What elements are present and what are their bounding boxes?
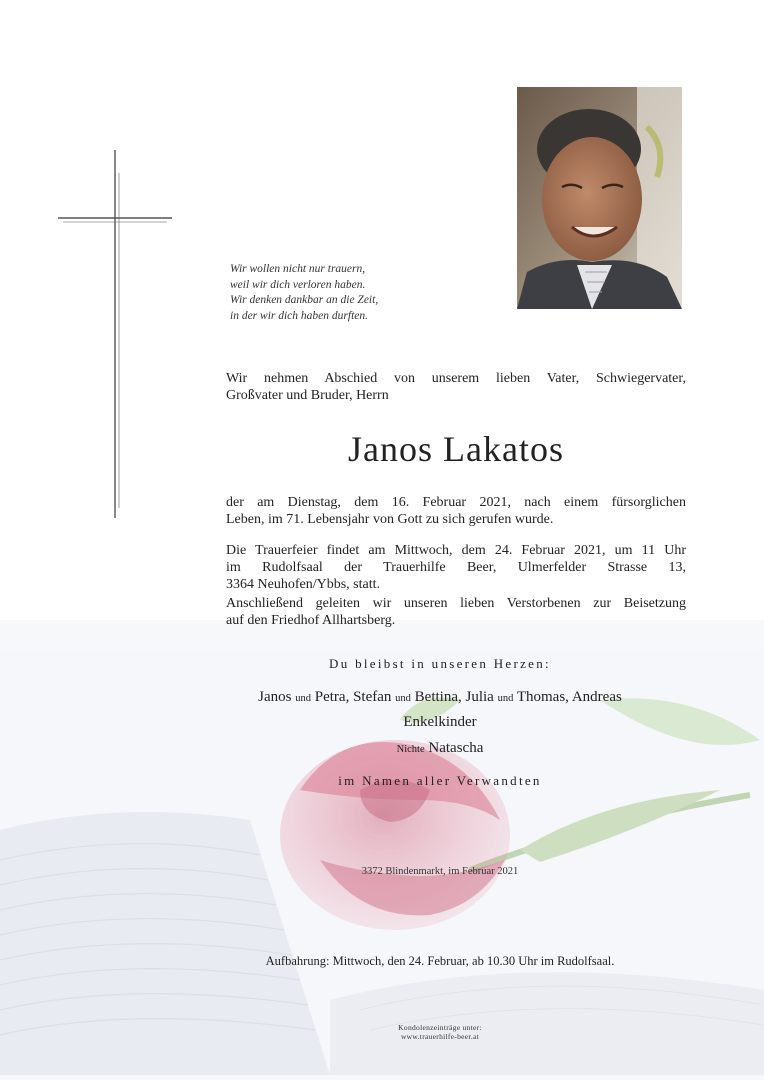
memorial-poem [230, 262, 378, 324]
family-name: Petra [314, 689, 346, 705]
funeral-line: im Rudolfsaal der Trauerhilfe Beer, Ulmerfelder Strasse 13, [226, 560, 686, 575]
poem-line: Wir denken dankbar an die Zeit, [230, 294, 379, 306]
funeral-line: auf den Friedhof Allhartsberg. [226, 613, 396, 628]
und-connector: und [295, 693, 312, 704]
mourners-heading: Du bleibst in unseren Herzen: [329, 656, 551, 671]
condolence-label: Kondolenzeinträge unter: [398, 1023, 482, 1032]
poem-line: in der wir dich haben durften. [230, 309, 368, 322]
family-name: Julia [465, 689, 494, 705]
family-name: Janos [258, 689, 292, 705]
family-name: Bettina [414, 689, 458, 705]
intro-line: Großvater und Bruder, Herrn [226, 388, 389, 403]
death-line: der am Dienstag, dem 16. Februar 2021, nach einem fürsorglichen [226, 495, 686, 510]
deceased-name: Janos Lakatos [348, 429, 564, 469]
family-name: Stefan [353, 689, 392, 705]
viewing-notice: Aufbahrung: Mittwoch, den 24. Februar, ab 10.30 Uhr im Rudolfsaal. [265, 954, 615, 968]
relatives-line: im Namen aller Verwandten [338, 773, 542, 788]
funeral-paragraph [226, 542, 686, 629]
condolence-url[interactable]: www.trauerhilfe-beer.at [400, 1032, 480, 1041]
funeral-line: Die Trauerfeier findet am Mittwoch, dem 24. Februar 2021, um 11 Uhr [226, 543, 686, 558]
niece-line [160, 740, 720, 757]
family-names: Janos und Petra, Stefan und Bettina, Julia und Thomas, Andreas [258, 689, 622, 705]
und-connector: und [497, 693, 514, 704]
death-line: Leben, im 71. Lebensjahr von Gott zu sich gerufen wurde. [226, 512, 554, 527]
portrait-photo [517, 87, 682, 309]
funeral-line: Anschließend geleiten wir unseren lieben Verstorbenen zur Beisetzung [226, 596, 686, 611]
niece-label: Nichte [396, 744, 425, 755]
poem-line: weil wir dich verloren haben. [230, 278, 366, 291]
intro-line: Wir nehmen Abschied von unserem lieben Vater, Schwiegervater, [226, 371, 686, 386]
death-paragraph [226, 494, 686, 528]
und-connector: und [395, 693, 411, 704]
funeral-line: 3364 Neuhofen/Ybbs, statt. [226, 577, 380, 592]
condolence-info [160, 1023, 720, 1041]
intro-paragraph [226, 370, 686, 404]
niece-name: Natascha [428, 740, 484, 756]
grandchildren: Enkelkinder [403, 714, 477, 730]
cross-icon [55, 148, 175, 523]
family-name: Thomas [516, 689, 566, 705]
poem-line: Wir wollen nicht nur trauern, [230, 263, 366, 275]
family-name: Andreas [571, 689, 622, 705]
place-date: 3372 Blindenmarkt, im Februar 2021 [361, 866, 519, 877]
